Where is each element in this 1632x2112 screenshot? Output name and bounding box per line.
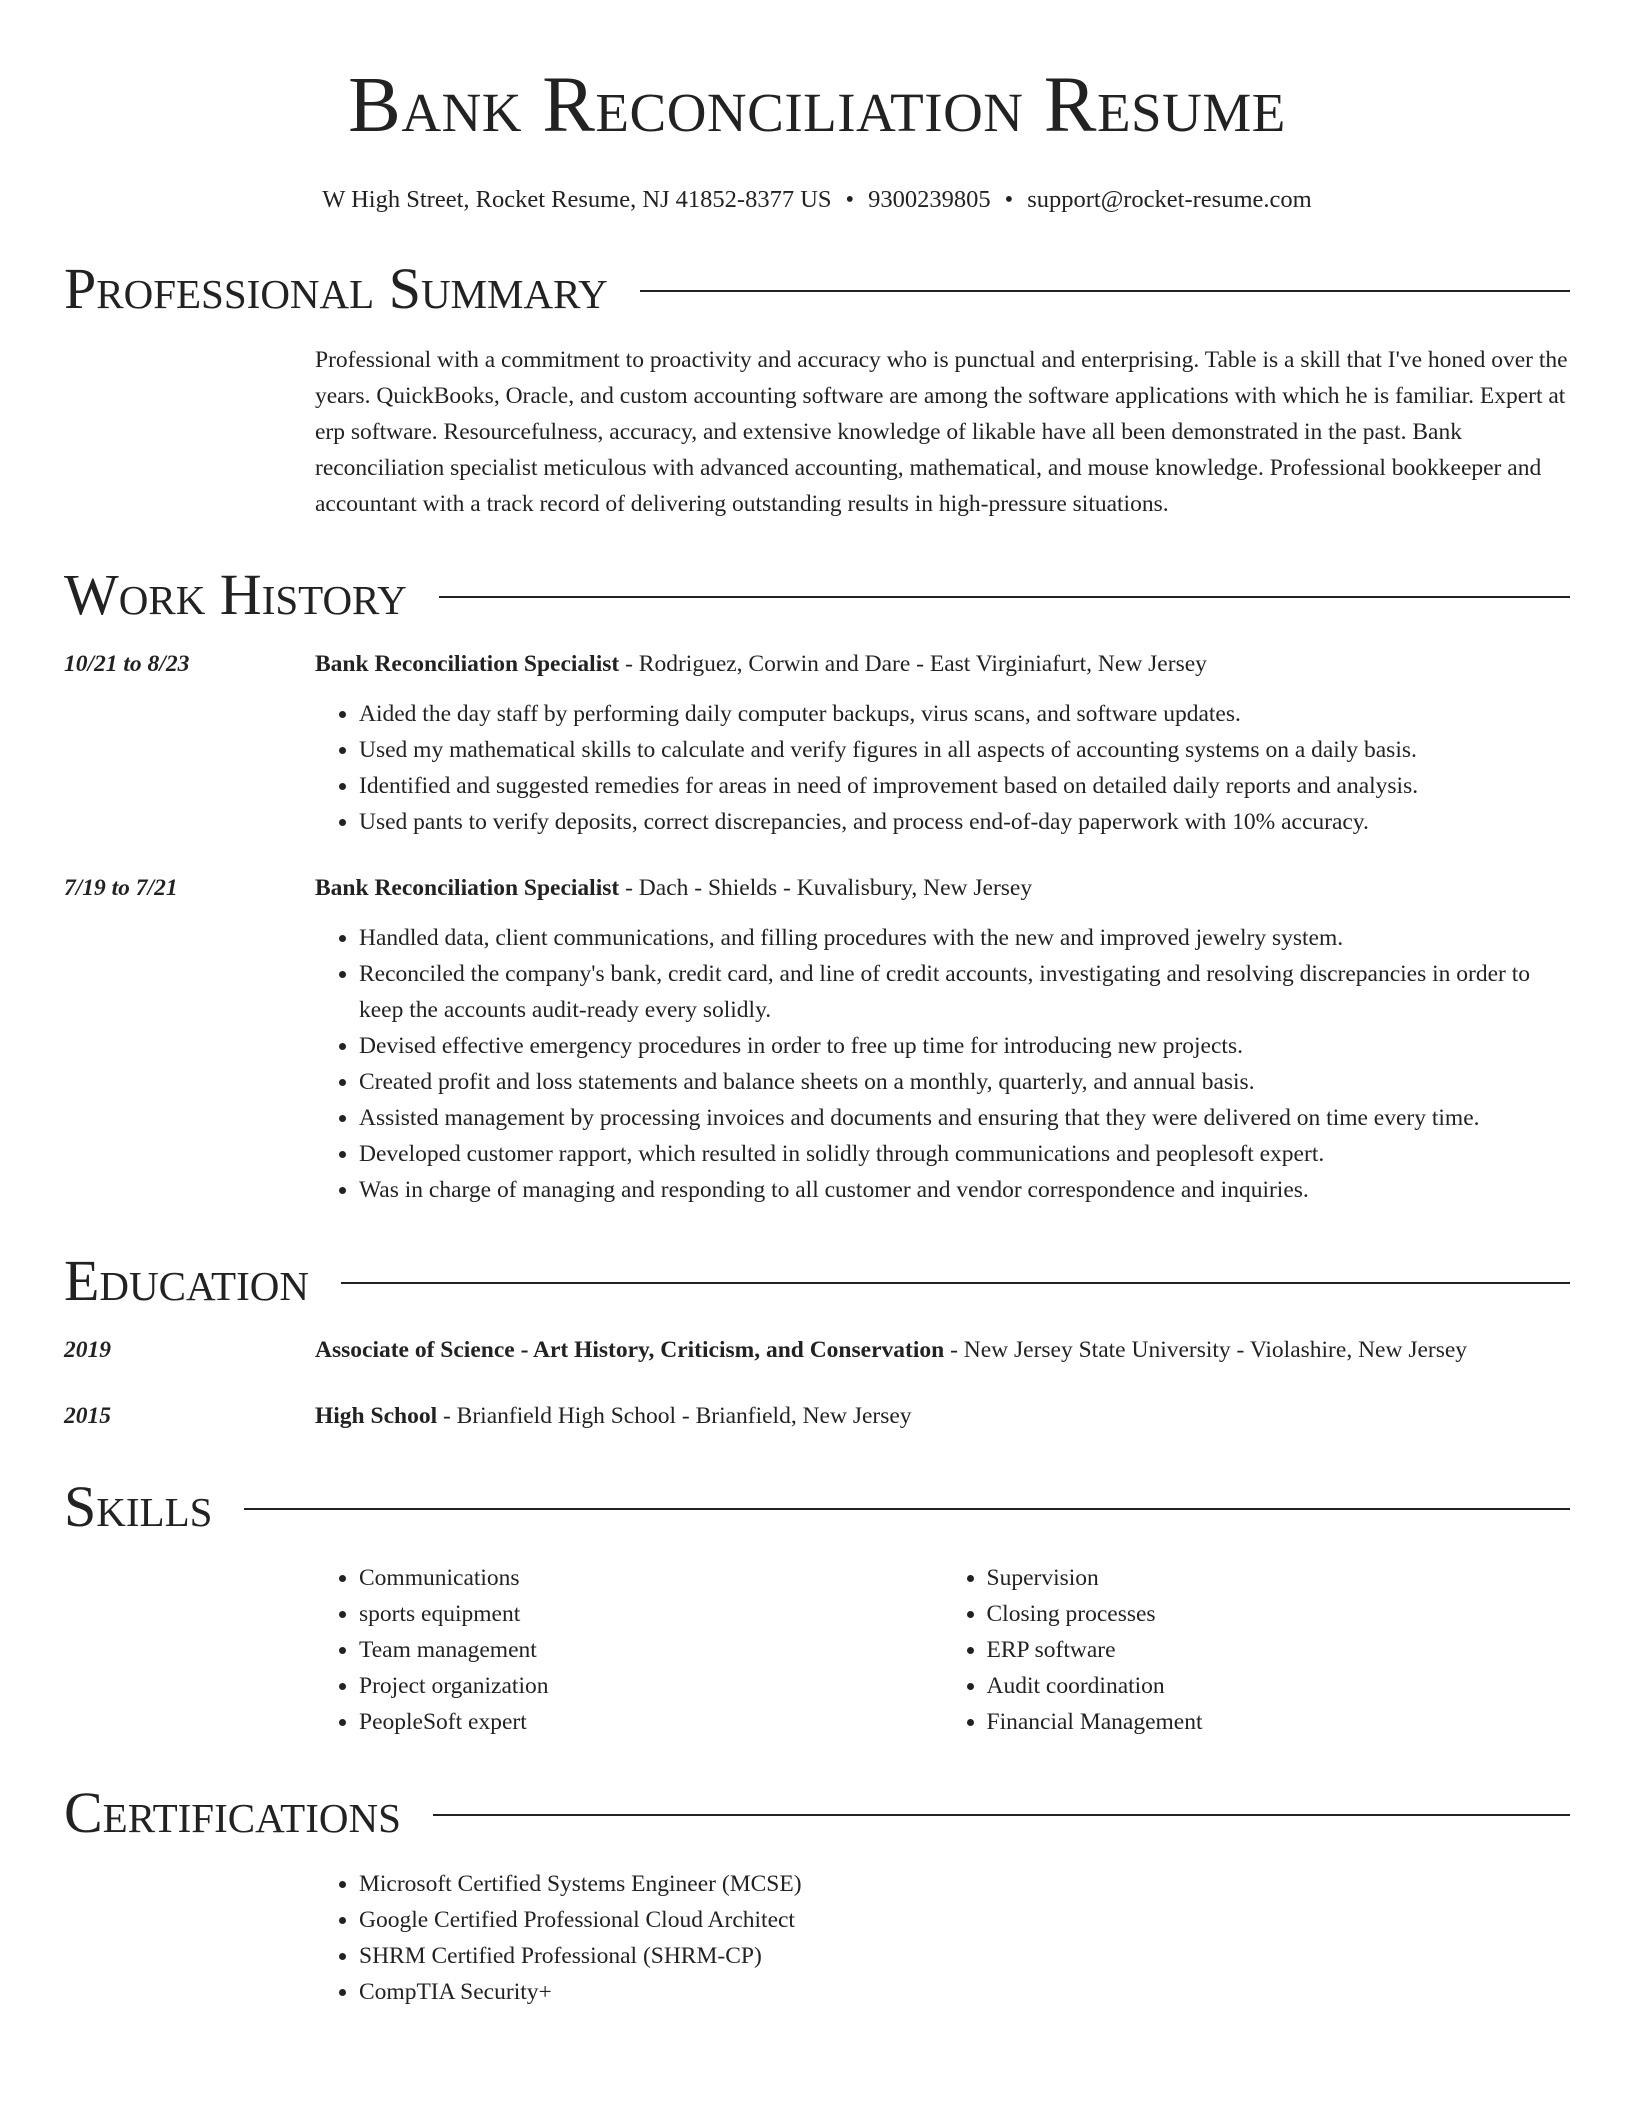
- job-title: Bank Reconciliation Specialist: [315, 651, 620, 677]
- skills-column-left: [315, 1560, 943, 1740]
- job-details: - Rodriguez, Corwin and Dare - East Virginiafurt, New Jersey: [619, 651, 1207, 677]
- certification-item: • Google Certified Professional Cloud Architect: [359, 1902, 802, 1938]
- skills-grid: [64, 1560, 1570, 1740]
- job-bullet: • Was in charge of managing and responding to all customer and vendor correspondence and inquiries.: [359, 1172, 1570, 1208]
- skill-item: • Team management: [359, 1632, 943, 1668]
- summary-spacer: [64, 342, 315, 522]
- section-divider: [244, 1508, 1570, 1510]
- certification-item: • CompTIA Security+: [359, 1974, 802, 2010]
- job-list: [64, 646, 1570, 1208]
- skill-item: • Supervision: [987, 1560, 1571, 1596]
- job-bullet: • Developed customer rapport, which resulted in solidly through communications and peoplesoft expert.: [359, 1136, 1570, 1172]
- skill-item: • sports equipment: [359, 1596, 943, 1632]
- section-divider: [439, 596, 1570, 598]
- job-body: [315, 870, 1570, 1208]
- contact-address: W High Street, Rocket Resume, NJ 41852-8377 US: [322, 186, 832, 213]
- job-dates: 10/21 to 8/23: [64, 651, 190, 677]
- skill-item: • Project organization: [359, 1668, 943, 1704]
- summary-section-header: [64, 258, 1570, 320]
- skill-item: • Communications: [359, 1560, 943, 1596]
- education-year: 2019: [64, 1337, 111, 1363]
- contact-line: [64, 184, 1570, 216]
- education-details: - New Jersey State University - Violashire, New Jersey: [944, 1337, 1468, 1363]
- skill-item: • Closing processes: [987, 1596, 1571, 1632]
- job-bullet: • Identified and suggested remedies for areas in need of improvement based on detailed daily reports and analysis.: [359, 768, 1570, 804]
- education-details: - Brianfield High School - Brianfield, New Jersey: [437, 1403, 912, 1429]
- skills-spacer: [64, 1560, 315, 1740]
- contact-separator: •: [845, 186, 855, 213]
- job-bullet: • Created profit and loss statements and balance sheets on a monthly, quarterly, and annual basis.: [359, 1064, 1570, 1100]
- skill-item: • Financial Management: [987, 1704, 1571, 1740]
- job-bullet: • Reconciled the company's bank, credit card, and line of credit accounts, investigating and resolving discrepancies in order to keep the accounts audit-ready every solidly.: [359, 956, 1570, 1028]
- education-heading: Education: [64, 1248, 309, 1313]
- certifications-section-header: [64, 1782, 1570, 1844]
- contact-phone: 9300239805: [868, 186, 991, 213]
- work-heading: Work History: [64, 562, 407, 627]
- certifications-spacer: [64, 1866, 315, 2010]
- skill-item: • PeopleSoft expert: [359, 1704, 943, 1740]
- section-divider: [433, 1814, 1570, 1816]
- job-entry: [64, 870, 1570, 1208]
- resume-title: Bank Reconciliation Resume: [348, 62, 1286, 149]
- education-body: [315, 1398, 1570, 1434]
- education-body: [315, 1332, 1570, 1368]
- job-bullets: [315, 696, 1570, 840]
- education-degree: Associate of Science - Art History, Criticism, and Conservation: [315, 1337, 945, 1363]
- job-body: [315, 646, 1570, 840]
- contact-separator: •: [1004, 186, 1014, 213]
- education-entry: [64, 1332, 1570, 1368]
- education-list: [64, 1332, 1570, 1434]
- certification-item: • Microsoft Certified Systems Engineer (MCSE): [359, 1866, 802, 1902]
- summary-row: [64, 342, 1570, 522]
- contact-email: support@rocket-resume.com: [1027, 186, 1312, 213]
- job-bullet: • Assisted management by processing invoices and documents and ensuring that they were delivered on time every time.: [359, 1100, 1570, 1136]
- education-entry: [64, 1398, 1570, 1434]
- work-section-header: [64, 564, 1570, 626]
- summary-text: Professional with a commitment to proactivity and accuracy who is punctual and enterprising. Table is a skill that I've honed over the years. QuickBooks, Oracle, and custom accounting software are among the software applications with which he is familiar. Expert at erp software. Resourcefulness, accuracy, and extensive knowledge of likable have all been demonstrated in the past. Bank reconciliation specialist meticulous with advanced accounting, mathematical, and mouse knowledge. Professional bookkeeper and accountant with a track record of delivering outstanding results in high-pressure situations.: [315, 347, 1568, 517]
- job-bullet: • Devised effective emergency procedures in order to free up time for introducing new projects.: [359, 1028, 1570, 1064]
- skill-item: • ERP software: [987, 1632, 1571, 1668]
- summary-heading: Professional Summary: [64, 256, 608, 321]
- education-year: 2015: [64, 1403, 111, 1429]
- job-details: - Dach - Shields - Kuvalisbury, New Jersey: [619, 875, 1033, 901]
- job-bullet: • Used pants to verify deposits, correct discrepancies, and process end-of-day paperwork with 10% accuracy.: [359, 804, 1570, 840]
- job-heading-line: [315, 870, 1570, 906]
- job-dates: 7/19 to 7/21: [64, 875, 178, 901]
- job-bullet: • Handled data, client communications, and filling procedures with the new and improved jewelry system.: [359, 920, 1570, 956]
- skills-heading: Skills: [64, 1474, 213, 1539]
- certifications-heading: Certifications: [64, 1780, 401, 1845]
- certifications-list: [315, 1866, 802, 2010]
- section-divider: [640, 290, 1570, 292]
- job-bullets: [315, 920, 1570, 1208]
- certifications-row: [64, 1866, 1570, 2010]
- job-title: Bank Reconciliation Specialist: [315, 875, 620, 901]
- skills-column-right: [943, 1560, 1571, 1740]
- education-section-header: [64, 1250, 1570, 1312]
- skills-section-header: [64, 1476, 1570, 1538]
- job-heading-line: [315, 646, 1570, 682]
- section-divider: [341, 1282, 1570, 1284]
- education-degree: High School: [315, 1403, 438, 1429]
- job-bullet: • Aided the day staff by performing daily computer backups, virus scans, and software updates.: [359, 696, 1570, 732]
- job-bullet: • Used my mathematical skills to calculate and verify figures in all aspects of accounting systems on a daily basis.: [359, 732, 1570, 768]
- skill-item: • Audit coordination: [987, 1668, 1571, 1704]
- certification-item: • SHRM Certified Professional (SHRM-CP): [359, 1938, 802, 1974]
- job-entry: [64, 646, 1570, 840]
